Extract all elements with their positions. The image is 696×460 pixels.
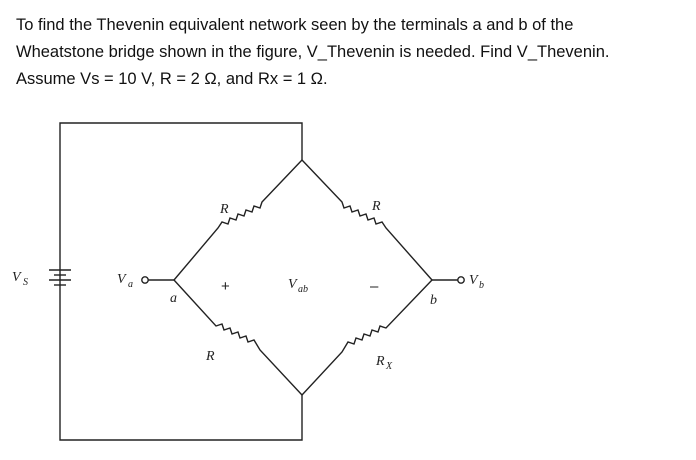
plus-sign: + — [221, 278, 230, 295]
source-label-sub: S — [23, 277, 28, 288]
node-a-voltage-label: V — [117, 272, 126, 287]
source-label: V — [12, 270, 21, 285]
wire-bottom — [60, 288, 302, 440]
resistor-bottom-right-label: R — [376, 354, 385, 369]
node-b-voltage-label: V — [469, 273, 478, 288]
voltage-source — [49, 270, 71, 288]
resistor-top-right-label: R — [372, 199, 381, 214]
resistor-bottom-right — [302, 280, 432, 395]
wire-top — [60, 123, 302, 270]
minus-sign: – — [370, 278, 379, 295]
question-line-2: Wheatstone bridge shown in the figure, V_Thevenin is needed. Find V_Thevenin. — [16, 43, 610, 61]
resistor-top-right — [302, 160, 432, 280]
node-a-label: a — [170, 291, 177, 306]
vab-sub: ab — [298, 284, 308, 295]
resistor-bottom-right-sub: X — [386, 361, 393, 372]
node-a-voltage-sub: a — [128, 279, 133, 290]
resistor-top-left — [174, 160, 302, 280]
terminal-a[interactable] — [142, 277, 148, 283]
resistor-top-left-label: R — [220, 202, 229, 217]
resistor-bottom-left — [174, 280, 302, 395]
terminal-b[interactable] — [458, 277, 464, 283]
question-line-1: To find the Thevenin equivalent network seen by the terminals a and b of the — [16, 16, 574, 34]
node-b-label: b — [430, 293, 437, 308]
vab-label: V — [288, 277, 297, 292]
node-b-voltage-sub: b — [479, 280, 484, 291]
resistor-bottom-left-label: R — [206, 349, 215, 364]
question-line-3: Assume Vs = 10 V, R = 2 Ω, and Rx = 1 Ω. — [16, 70, 328, 88]
